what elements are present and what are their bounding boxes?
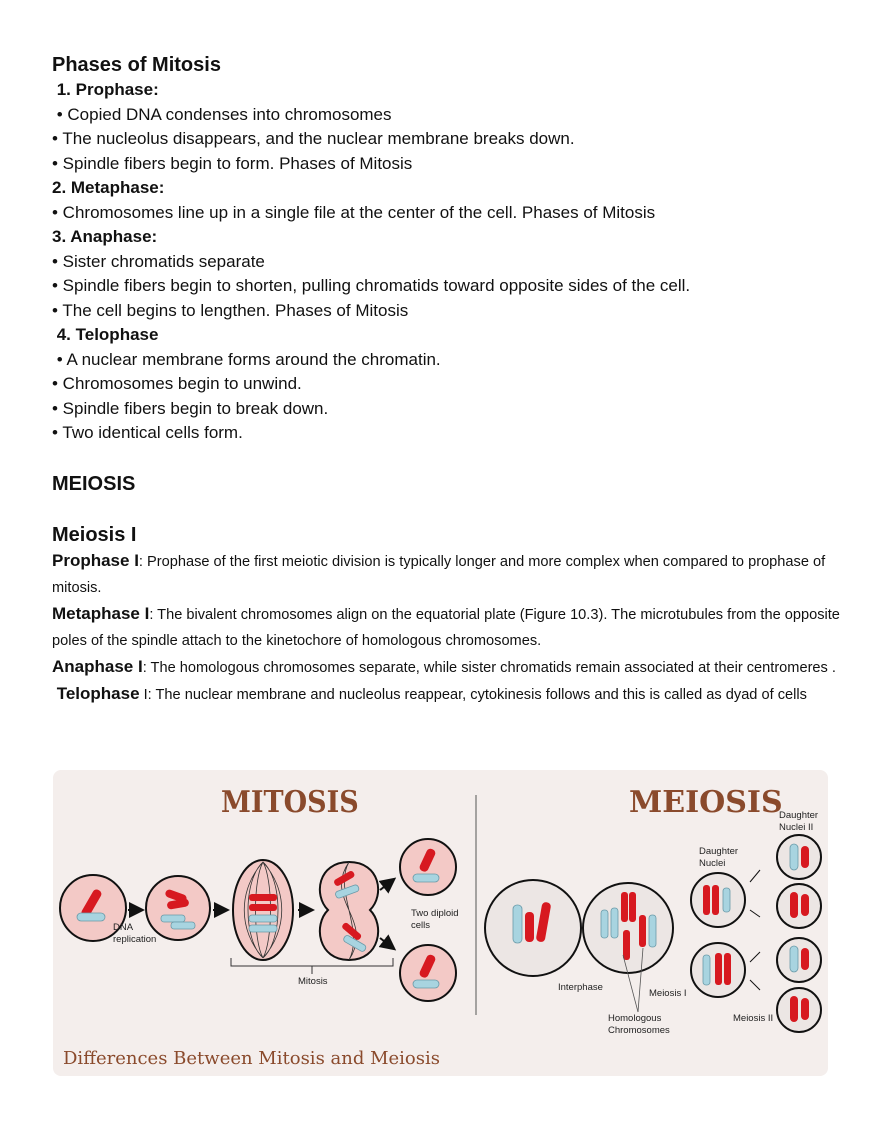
dna-label: DNA: [113, 922, 134, 933]
meiosis-interphase-cell: [485, 880, 581, 976]
divider-tick: [750, 910, 760, 917]
meiosis-i-label: Meiosis I: [649, 988, 687, 999]
mitosis-heading: Phases of Mitosis: [52, 54, 221, 76]
meiosis-i-heading: Meiosis I: [52, 523, 137, 546]
meiosis-figure-title: MEIOSIS: [629, 785, 783, 820]
nuclei-label: Nuclei: [699, 858, 726, 869]
daughter-label: Daughter: [699, 846, 739, 857]
document-body: [52, 52, 842, 708]
paragraph: [52, 601, 842, 654]
paragraph-lead: Telophase: [52, 683, 140, 703]
figure-illustration: [53, 770, 828, 1076]
mitosis-cell-anaphase: [320, 862, 378, 960]
interphase-label: Interphase: [558, 982, 603, 993]
two-diploid-label: Two diploid: [411, 908, 459, 919]
nuclei-ii-label: Nuclei II: [779, 822, 814, 833]
bullet-item: • Two identical cells form.: [52, 423, 243, 442]
paragraph-lead: Prophase I: [52, 550, 139, 570]
paragraph-text: : The bivalent chromosomes align on the equatorial plate (Figure 10.3). The microtubules from the opposite poles of the spindle attach to the kinetochore of homologous chromosomes.: [52, 606, 840, 649]
bullet-item: • Sister chromatids separate: [52, 251, 265, 271]
paragraph: [52, 654, 842, 681]
arrow-icon: [380, 880, 393, 890]
divider-tick: [750, 870, 760, 882]
phase-title: 3. Anaphase:: [52, 227, 158, 246]
daughter-ii-label: Daughter: [779, 810, 819, 821]
chromosomes-label: Chromosomes: [608, 1025, 670, 1036]
meiosis-ii-cell-4: [777, 988, 821, 1032]
figure-caption: Differences Between Mitosis and Meiosis: [63, 1048, 440, 1069]
bullet-item: • Spindle fibers begin to form. Phases of Mitosis: [52, 153, 413, 173]
bullet-item: • Copied DNA condenses into chromosomes: [52, 104, 392, 124]
mitosis-figure-title: MITOSIS: [221, 785, 359, 820]
mitosis-cell-metaphase: [233, 860, 293, 960]
meiosis-daughter-nuclei-top: [691, 873, 745, 927]
arrow-icon: [380, 938, 393, 948]
dna-replication-label: replication: [113, 934, 157, 945]
paragraph-text: : Prophase of the first meiotic division is typically longer and more complex when compared to prophase of mitosis.: [52, 553, 826, 596]
phase-title: 4. Telophase: [52, 325, 159, 344]
phase-title: 2. Metaphase:: [52, 178, 165, 197]
paragraph-text: I: The nuclear membrane and nucleolus reappear, cytokinesis follows and this is called as dyad of cells: [139, 686, 807, 703]
mitosis-daughter-cell-bottom: [400, 945, 456, 1001]
mitosis-daughter-cell-top: [400, 839, 456, 895]
meiosis-ii-cell-1: [777, 835, 821, 879]
divider-tick: [750, 980, 760, 990]
divider-tick: [750, 952, 760, 962]
paragraph-text: : The homologous chromosomes separate, while sister chromatids remain associated at their centromeres .: [142, 659, 836, 676]
paragraph: [52, 681, 842, 708]
paragraph-lead: Anaphase I: [52, 656, 143, 676]
mitosis-meiosis-figure: [53, 770, 828, 1076]
meiosis-ii-cell-3: [777, 938, 821, 982]
mitosis-cell-2: [146, 876, 210, 940]
homologous-label: Homologous: [608, 1013, 662, 1024]
meiosis-ii-cell-2: [777, 884, 821, 928]
paragraph-lead: Metaphase I: [52, 603, 150, 623]
bullet-item: • The cell begins to lengthen. Phases of Mitosis: [52, 300, 409, 320]
phase-title: 1. Prophase:: [52, 80, 159, 99]
mitosis-label: Mitosis: [298, 976, 328, 987]
meiosis-heading: MEIOSIS: [52, 472, 136, 495]
meiosis-daughter-nuclei-bottom: [691, 943, 745, 997]
bullet-item: • Spindle fibers begin to shorten, pulling chromatids toward opposite sides of the cell.: [52, 276, 691, 295]
bullet-item: • Spindle fibers begin to break down.: [52, 398, 329, 418]
paragraph: [52, 548, 842, 601]
bullet-item: • Chromosomes begin to unwind.: [52, 374, 302, 393]
bullet-item: • A nuclear membrane forms around the chromatin.: [52, 349, 441, 369]
cells-label: cells: [411, 920, 431, 931]
bullet-item: • Chromosomes line up in a single file at the center of the cell. Phases of Mitosis: [52, 202, 656, 222]
bullet-item: • The nucleolus disappears, and the nuclear membrane breaks down.: [52, 129, 575, 148]
meiosis-i-cell: [583, 883, 673, 973]
meiosis-ii-label: Meiosis II: [733, 1013, 774, 1024]
